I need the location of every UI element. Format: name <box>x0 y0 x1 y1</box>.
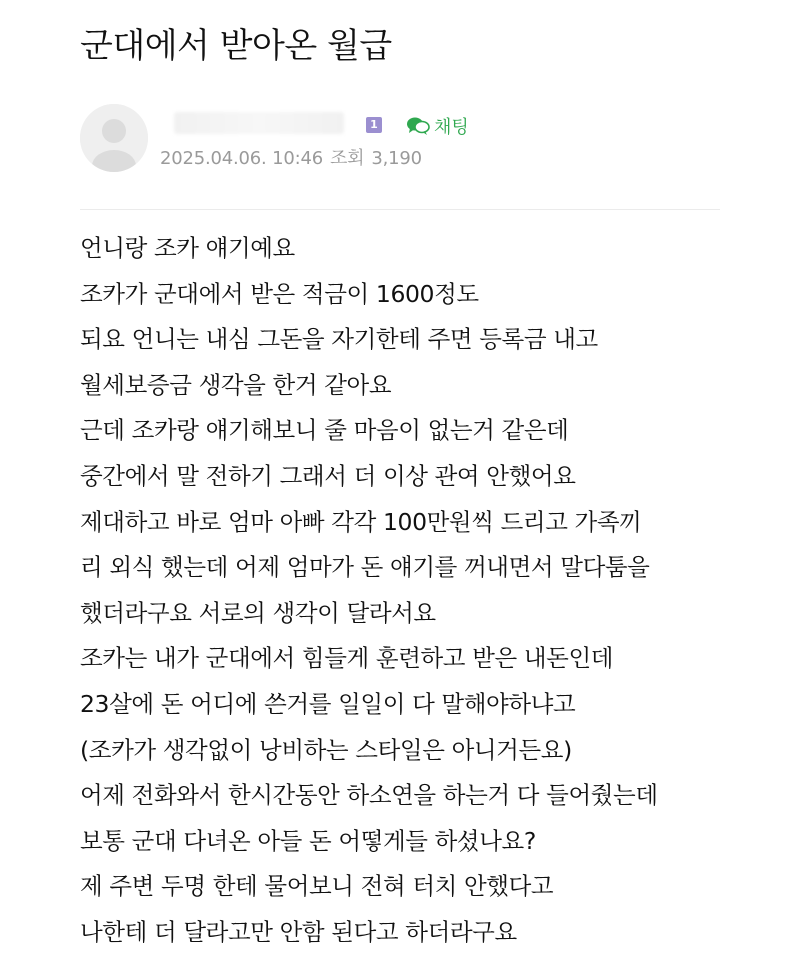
views-label: 조회 <box>329 148 365 169</box>
body-line: 했더라구요 서로의 생각이 달라서요 <box>80 598 436 627</box>
post-body <box>80 226 740 956</box>
views-count: 3,190 <box>371 148 422 169</box>
chat-button[interactable] <box>406 113 469 139</box>
body-line: 언니랑 조카 얘기예요 <box>80 234 295 262</box>
body-line: 보통 군대 다녀온 아들 돈 어떻게들 하셨나요? <box>80 826 536 855</box>
chat-bubble-icon <box>406 116 430 136</box>
author-nickname-blurred[interactable] <box>174 112 344 134</box>
chat-label: 채팅 <box>434 117 469 138</box>
body-line: 조카가 군대에서 받은 적금이 1600정도 <box>80 279 479 308</box>
body-line: 근데 조카랑 얘기해보니 줄 마음이 없는거 같은데 <box>80 416 569 445</box>
divider <box>80 209 720 210</box>
post-meta <box>160 144 429 170</box>
body-line: 리 외식 했는데 어제 엄마가 돈 얘기를 꺼내면서 말다툼을 <box>80 553 650 582</box>
body-line: 조카는 내가 군대에서 힘들게 훈련하고 받은 내돈인데 <box>80 644 614 673</box>
body-line: 나한테 더 달라고만 안함 된다고 하더라구요 <box>80 917 517 946</box>
body-line: 어제 전화와서 한시간동안 하소연을 하는거 다 들어줬는데 <box>80 781 658 810</box>
body-line: 제대하고 바로 엄마 아빠 각각 100만원씩 드리고 가족끼 <box>80 507 642 536</box>
level-badge: 1 <box>366 117 382 133</box>
body-line: 23살에 돈 어디에 쓴거를 일일이 다 말해야하냐고 <box>80 689 576 718</box>
author-info <box>80 104 720 184</box>
post-title: 군대에서 받아온 월급 <box>80 26 392 66</box>
post-date: 2025.04.06. 10:46 <box>160 148 323 169</box>
default-avatar-icon <box>80 104 148 172</box>
avatar[interactable] <box>80 104 148 172</box>
body-line: (조카가 생각없이 낭비하는 스타일은 아니거든요) <box>80 735 572 764</box>
body-line: 되요 언니는 내심 그돈을 자기한테 주면 등록금 내고 <box>80 325 598 354</box>
body-line: 월세보증금 생각을 한거 같아요 <box>80 370 392 399</box>
body-line: 중간에서 말 전하기 그래서 더 이상 관여 안했어요 <box>80 461 576 490</box>
body-line: 제 주변 두명 한테 물어보니 전혀 터치 안했다고 <box>80 872 554 901</box>
